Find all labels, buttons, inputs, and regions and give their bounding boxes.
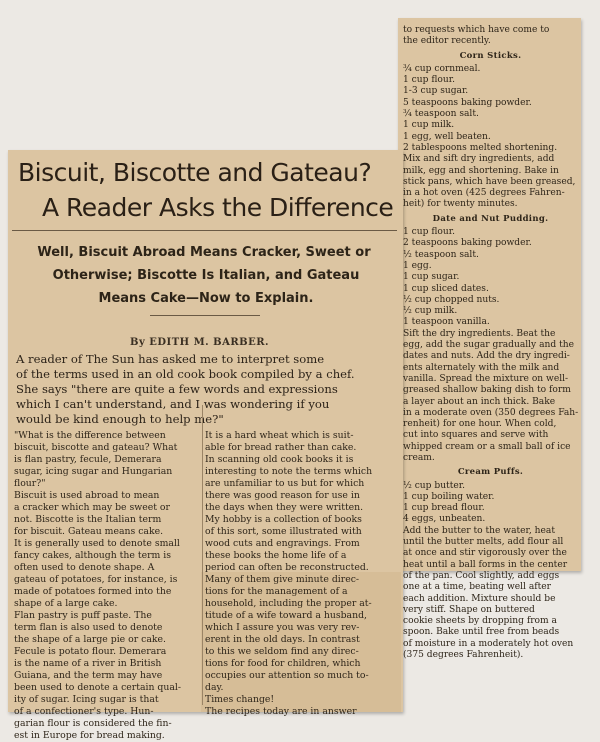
text-line: 5 teaspoons baking powder. <box>403 97 532 108</box>
text-line: ½ cup butter. <box>403 480 465 491</box>
lead-line: of the terms used in an old cook book compiled by a chef. <box>16 367 355 381</box>
text-line: in a moderate oven (350 degrees Fah- <box>403 407 579 418</box>
text-line: not. Biscotte is the Italian term <box>14 514 162 525</box>
byline: By EDITH M. BARBER. <box>130 337 270 348</box>
text-line: interesting to note the terms which <box>205 466 373 477</box>
text-line: of a confectioner's type. Hun- <box>14 706 154 717</box>
text-line: household, including the proper at- <box>205 598 372 609</box>
text-line: flour?" <box>14 478 46 489</box>
text-line: 2 teaspoons baking powder. <box>403 238 532 249</box>
text-line: which I assure you was very rev- <box>205 622 360 633</box>
text-line: sugar, icing sugar and Hungarian <box>14 466 173 477</box>
text-line: dates and nuts. Add the dry ingredi- <box>403 351 570 362</box>
text-line: (375 degrees Fahrenheit). <box>403 650 524 661</box>
article-column-2 <box>205 430 395 718</box>
text-line: often used to denote shape. A <box>14 562 155 573</box>
deck-rule <box>150 315 260 316</box>
text-line: biscuit, biscotte and gateau? What <box>14 442 178 453</box>
text-line: garian flour is considered the fin- <box>14 718 172 729</box>
text-line: greased shallow baking dish to form <box>403 385 571 396</box>
text-line: Flan pastry is puff paste. The <box>14 610 152 621</box>
text-line: erent in the old days. In contrast <box>205 634 360 645</box>
text-line: 1 cup sugar. <box>403 272 460 283</box>
text-line: 1 cup flour. <box>403 227 455 238</box>
text-line: very stiff. Shape on buttered <box>403 604 535 615</box>
text-line: fancy cakes, although the term is <box>14 550 172 561</box>
text-line: 1 cup milk. <box>403 120 455 131</box>
text-line: 2 tablespoons melted shortening. <box>403 142 558 153</box>
text-line: Biscuit is used abroad to mean <box>14 490 160 501</box>
text-line: to this we seldom find any direc- <box>205 646 359 657</box>
text-line: ½ cup milk. <box>403 306 458 317</box>
text-line: ity of sugar. Icing sugar is that <box>14 694 159 705</box>
text-line: a layer about an inch thick. Bake <box>403 396 556 407</box>
text-line: ½ cup chopped nuts. <box>403 294 500 305</box>
text-line: there was good reason for use in <box>205 490 360 501</box>
text-line: each addition. Mixture should be <box>403 593 556 604</box>
text-line: the days when they were written. <box>205 502 364 513</box>
recipe-title: Cream Puffs. <box>457 467 524 478</box>
text-line: Fecule is potato flour. Demerara <box>14 646 167 657</box>
text-line: ents alternately with the milk and <box>403 362 560 373</box>
text-line: tions for the management of a <box>205 586 348 597</box>
text-line: the shape of a large pie or cake. <box>14 634 166 645</box>
lead-line: A reader of The Sun has asked me to interpret some <box>16 352 325 366</box>
text-line: 1 teaspoon vanilla. <box>403 317 490 328</box>
text-line: egg, add the sugar gradually and the <box>403 340 574 351</box>
headline-rule <box>12 230 397 231</box>
text-line: milk, egg and shortening. Bake in <box>403 165 559 176</box>
text-line: Add the butter to the water, heat <box>403 525 555 536</box>
text-line: Times change! <box>205 694 275 705</box>
text-line: titude of a wife toward a husband, <box>205 610 367 621</box>
text-line: ½ teaspoon salt. <box>403 249 479 260</box>
text-line: 1 cup boiling water. <box>403 491 495 502</box>
text-line: of this sort, some illustrated with <box>205 526 362 537</box>
text-line: In scanning old cook books it is <box>205 454 354 465</box>
text-line: is the name of a river in British <box>14 658 162 669</box>
text-line: vanilla. Spread the mixture on well- <box>403 373 569 384</box>
text-line: 1 cup sliced dates. <box>403 283 489 294</box>
text-line: been used to denote a certain qual- <box>14 682 182 693</box>
text-line: the editor recently. <box>403 36 491 47</box>
text-line: cookie sheets by dropping from a <box>403 616 557 627</box>
text-line: to requests which have come to <box>403 25 550 35</box>
text-line: It is a hard wheat which is suit- <box>205 430 354 441</box>
deck-line-3: Means Cake—Now to Explain. <box>98 291 314 306</box>
recipe-title: Date and Nut Pudding. <box>432 213 549 224</box>
text-line: Sift the dry ingredients. Beat the <box>403 328 556 339</box>
recipes-column <box>403 25 578 661</box>
text-line: est in Europe for bread making. <box>14 730 165 741</box>
text-line: Mix and sift dry ingredients, add <box>403 154 555 165</box>
text-line: ¾ teaspoon salt. <box>403 109 479 120</box>
text-line: wood cuts and engravings. From <box>205 538 360 549</box>
column-divider <box>202 405 203 705</box>
text-line: these books the home life of a <box>205 550 347 561</box>
text-line: It is generally used to denote small <box>14 538 180 549</box>
text-line: spoon. Bake until free from beads <box>403 627 560 638</box>
text-line: 1 egg. <box>403 260 432 271</box>
text-line: "What is the difference between <box>14 430 166 441</box>
text-line: for biscuit. Gateau means cake. <box>14 526 164 537</box>
text-line: tions for food for children, which <box>205 658 361 669</box>
headline-line-1: Biscuit, Biscotte and Gateau? <box>18 158 372 187</box>
text-line: 1 cup bread flour. <box>403 503 485 514</box>
text-line: period can often be reconstructed. <box>205 562 369 573</box>
text-line: until the butter melts, add flour all <box>403 537 564 548</box>
text-line: My hobby is a collection of books <box>205 514 362 525</box>
deck-line-1: Well, Biscuit Abroad Means Cracker, Sweet or <box>37 245 371 260</box>
recipe-title: Corn Sticks. <box>459 50 522 61</box>
text-line: cream. <box>403 452 435 463</box>
text-line: heat until a ball forms in the center <box>403 559 568 570</box>
text-line: made of potatoes formed into the <box>14 586 172 597</box>
headline-line-2: A Reader Asks the Difference <box>42 193 394 222</box>
text-line: are unfamiliar to us but for which <box>205 478 365 489</box>
text-line: of moisture in a moderately hot oven <box>403 638 574 649</box>
text-line: shape of a large cake. <box>14 598 118 609</box>
text-line: occupies our attention so much to- <box>205 670 369 681</box>
lead-line: which I can't understand, and I was wondering if you <box>16 397 330 411</box>
text-line: renheit) for one hour. When cold, <box>403 419 557 430</box>
text-line: at once and stir vigorously over the <box>403 548 567 559</box>
text-line: stick pans, which have been greased, <box>403 176 576 187</box>
text-line: whipped cream or a small ball of ice <box>403 441 571 452</box>
text-line: a cracker which may be sweet or <box>14 502 170 513</box>
text-line: in a hot oven (425 degrees Fahren- <box>403 188 565 199</box>
article-column-1 <box>14 430 200 742</box>
text-line: 1 egg, well beaten. <box>403 131 491 142</box>
text-line: Many of them give minute direc- <box>205 574 360 585</box>
text-line: 1-3 cup sugar. <box>403 86 469 97</box>
text-line: of the pan. Cool slightly, add eggs <box>403 570 560 581</box>
text-line: day. <box>205 682 224 693</box>
lead-line: would be kind enough to help me?" <box>16 412 224 426</box>
deck-line-2: Otherwise; Biscotte Is Italian, and Gateau <box>52 268 360 283</box>
text-line: able for bread rather than cake. <box>205 442 357 453</box>
lead-line: She says "there are quite a few words and expressions <box>16 382 338 396</box>
text-line: term flan is also used to denote <box>14 622 163 633</box>
text-line: 1 cup flour. <box>403 75 455 86</box>
text-line: gateau of potatoes, for instance, is <box>14 574 178 585</box>
text-line: one at a time, beating well after <box>403 582 552 593</box>
text-line: Guiana, and the term may have <box>14 670 163 681</box>
text-line: The recipes today are in answer <box>205 706 357 717</box>
text-line: cut into squares and serve with <box>403 430 549 441</box>
text-line: ¾ cup cornmeal. <box>403 63 481 74</box>
text-line: heit) for twenty minutes. <box>403 199 518 210</box>
text-line: is flan pastry, fecule, Demerara <box>14 454 162 465</box>
text-line: 4 eggs, unbeaten. <box>403 514 486 525</box>
